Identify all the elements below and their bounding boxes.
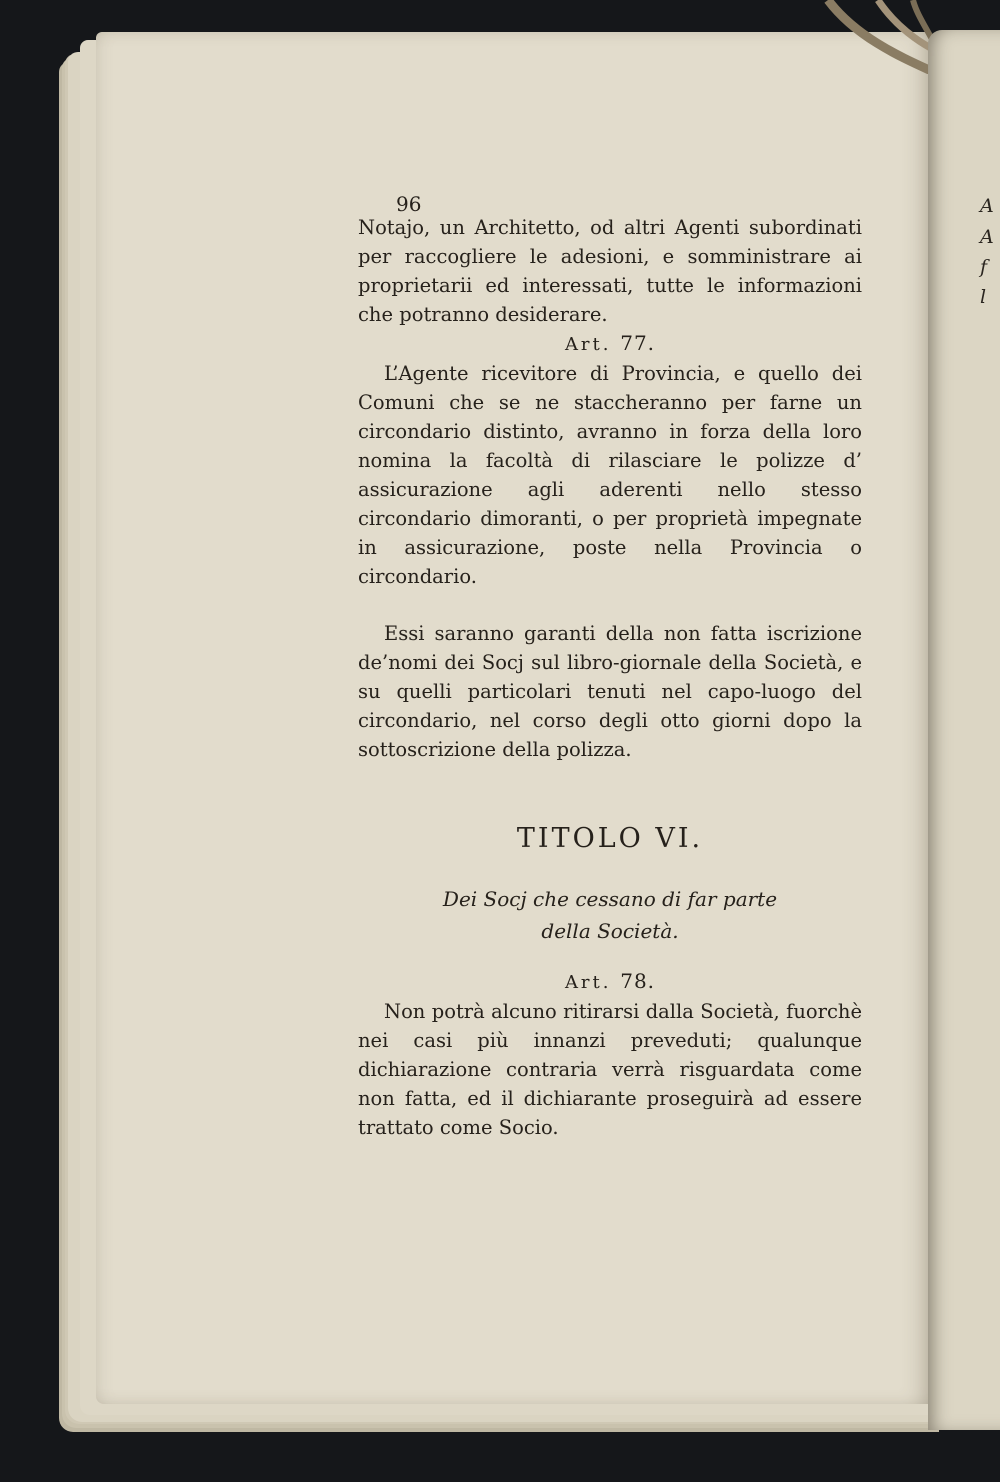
article-78-paragraph: Non potrà alcuno ritirarsi dalla Società, fuorchè nei casi più innanzi preveduti; qualunque dichiarazione contraria verrà risguardata come non fatta, ed il dichiarante proseguirà ad essere trattato come Socio.: [358, 1000, 862, 1139]
subtitle-line: Dei Socj che cessano di far parte: [442, 887, 778, 911]
page-number: 96: [396, 192, 422, 216]
subtitle-line: della Società.: [541, 919, 679, 943]
facing-fragment: A: [980, 226, 994, 248]
article-label: Art.: [564, 334, 612, 355]
facing-fragment: l: [980, 286, 987, 308]
section-subtitle: [358, 883, 862, 947]
article-77-paragraph-2: Essi saranno garanti della non fatta iscrizione de’nomi dei Socj sul libro-giornale della Società, e su quelli particolari tenuti nel capo-luogo del circondario, nel corso degli otto giorni dopo la sottoscrizione della polizza.: [358, 622, 862, 761]
facing-fragment: A: [980, 195, 994, 217]
article-label: Art.: [564, 972, 612, 993]
article-heading-78: [358, 967, 862, 997]
article-number: 77.: [620, 331, 656, 355]
article-77-paragraph: L’Agente ricevitore di Provincia, e quello dei Comuni che se ne staccheranno per farne un circondario distinto, avranno in forza della loro nomina la facoltà di rilasciare le polizze d’ assicurazione agli aderenti nello stesso circondario dimoranti, o per proprietà impegnate in assicurazione, poste nella Provincia o circondario.: [358, 362, 862, 588]
facing-fragment: f: [980, 256, 988, 278]
article-number: 78.: [620, 969, 656, 993]
facing-page: [928, 30, 1000, 1430]
article-heading-77: [358, 329, 862, 359]
paragraph-continuation: Notajo, un Architetto, od altri Agenti subordinati per raccogliere le adesioni, e somministrare ai proprietarii ed interessati, tutte le informazioni che potranno desiderare.: [358, 216, 862, 326]
page-text-block: [358, 190, 862, 1142]
section-title: TITOLO VI.: [516, 823, 704, 854]
